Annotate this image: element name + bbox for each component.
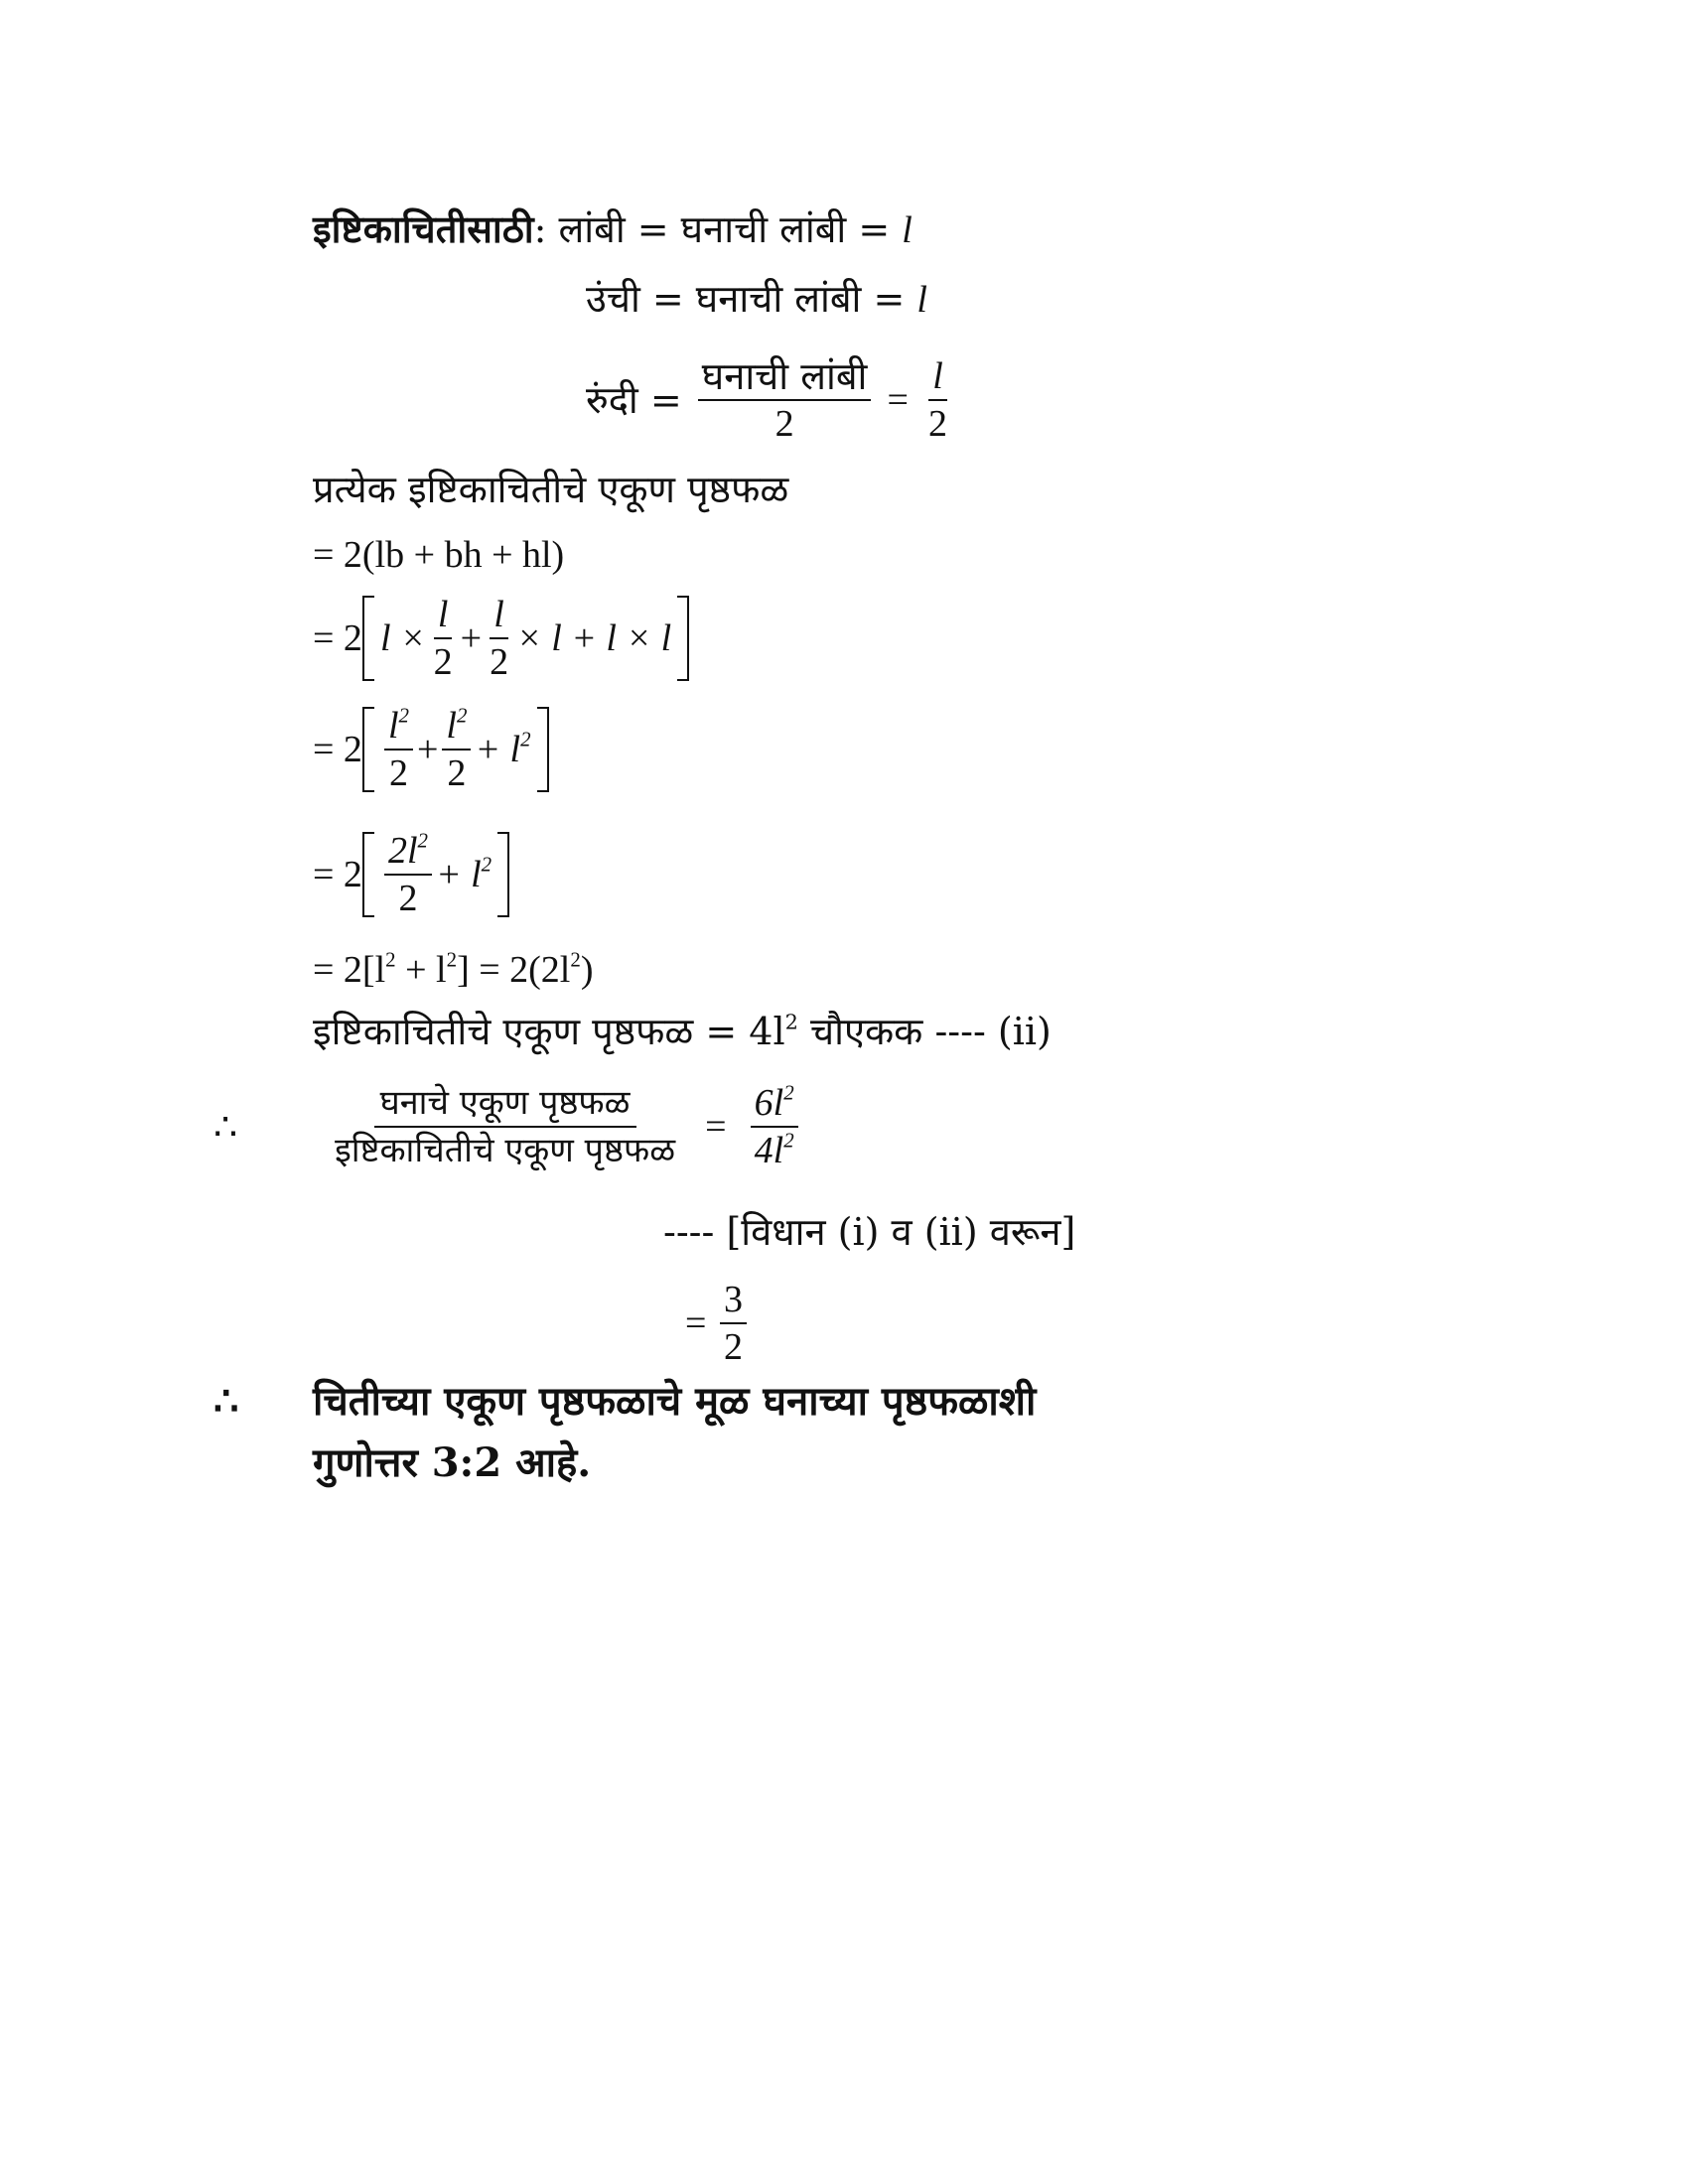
- tsa-step-2: [313, 703, 549, 794]
- brick-section-heading: [313, 206, 913, 251]
- surface-area-heading: प्रत्येक इष्टिकाचितीचे एकूण पृष्ठफळ: [313, 468, 789, 511]
- ratio-f2-den-sup: 2: [783, 1128, 794, 1153]
- conclusion-therefore: ∴: [213, 1378, 239, 1425]
- step1-prefix: = 2: [313, 617, 362, 659]
- breadth-fraction: [698, 354, 872, 445]
- brick-tsa-tail: चौएकक ---- (ii): [797, 1010, 1052, 1053]
- step4-p3: ] = 2(2l: [457, 949, 571, 991]
- step1-term1: l ×: [379, 617, 426, 659]
- result-eq-sign: =: [685, 1302, 707, 1344]
- ratio-equation: [213, 1080, 802, 1171]
- step1-frac2-num: l: [490, 596, 508, 639]
- result-num: 3: [720, 1281, 747, 1324]
- step2-frac2-sup: 2: [456, 703, 468, 728]
- brick-tsa-result: [313, 1010, 1052, 1053]
- step2-frac1-sup: 2: [398, 703, 409, 728]
- conclusion-text-a: चितीच्या एकूण पृष्ठफळाचे मूळ घनाच्या पृष्ठफळाशी: [313, 1378, 1037, 1425]
- brick-tsa-text: इष्टिकाचितीचे एकूण पृष्ठफळ = 4l: [313, 1010, 785, 1053]
- step1-frac2-den: 2: [490, 641, 509, 683]
- ratio-eq-sign: =: [705, 1106, 727, 1148]
- breadth-frac-den: 2: [774, 403, 794, 445]
- step2-plus: +: [416, 729, 439, 770]
- step3-frac-num: 2l: [387, 830, 418, 872]
- breadth-frac-num: घनाची लांबी: [698, 357, 872, 401]
- ratio-f2-den: 4l: [754, 1130, 784, 1171]
- length-var: l: [902, 209, 913, 251]
- step2-frac1-den: 2: [388, 752, 408, 794]
- step2-prefix: = 2: [313, 729, 362, 770]
- ratio-f2-num: 6l: [754, 1082, 784, 1124]
- ratio-fraction: [329, 1083, 681, 1170]
- breadth-frac2-den: 2: [927, 403, 947, 445]
- result-den: 2: [723, 1326, 743, 1368]
- height-eq-text: उंची = घनाची लांबी =: [586, 277, 917, 321]
- step3-tail: + l: [435, 854, 482, 895]
- breadth-fraction-2: [924, 357, 951, 443]
- conclusion-line-1: [213, 1378, 1037, 1425]
- step3-tail-sup: 2: [481, 852, 492, 877]
- step4-p1: = 2[l: [313, 949, 386, 991]
- step2-tail: + l: [475, 729, 521, 770]
- ratio-f2-num-sup: 2: [783, 1080, 794, 1105]
- tsa-step-3: [313, 828, 509, 919]
- step1-frac1: [430, 596, 457, 681]
- height-var: l: [916, 279, 927, 321]
- step4-p4: ): [580, 949, 594, 991]
- reference-note: ---- [विधान (i) व (ii) वरून]: [663, 1210, 1076, 1254]
- step3-frac: [384, 828, 432, 919]
- step3-prefix: = 2: [313, 854, 362, 895]
- step1-frac1-num: l: [434, 596, 453, 639]
- tsa-step-4: [313, 947, 594, 991]
- step2-frac1: [384, 703, 413, 794]
- step4-s3: 2: [570, 947, 581, 972]
- tsa-formula: = 2(lb + bh + hl): [313, 534, 565, 576]
- step4-s2: 2: [446, 947, 458, 972]
- step2-frac2: [442, 703, 471, 794]
- step2-tail-sup: 2: [520, 727, 531, 751]
- ratio-frac-den: इष्टिकाचितीचे एकूण पृष्ठफळ: [335, 1131, 676, 1170]
- breadth-label: रुंदी =: [586, 378, 682, 422]
- breadth-frac2-num: l: [928, 357, 947, 401]
- ratio-result: [685, 1281, 751, 1366]
- ratio-fraction-2: [751, 1080, 798, 1171]
- height-equation: [586, 277, 927, 321]
- step4-s1: 2: [385, 947, 396, 972]
- step2-frac2-num: l: [446, 705, 457, 747]
- length-eq-text: : लांबी = घनाची लांबी =: [533, 207, 903, 251]
- step2-frac1-num: l: [387, 705, 399, 747]
- step1-frac1-den: 2: [433, 641, 453, 683]
- tsa-step-1: [313, 596, 689, 681]
- conclusion-line-2: गुणोत्तर 3:2 आहे.: [313, 1439, 592, 1486]
- brick-label: इष्टिकाचितीसाठी: [313, 206, 534, 251]
- step2-frac2-den: 2: [447, 752, 467, 794]
- step1-frac2: [486, 596, 512, 681]
- step1-plus: +: [460, 617, 483, 659]
- step4-p2: + l: [395, 949, 447, 991]
- brick-tsa-sup: 2: [784, 1010, 798, 1034]
- step1-term3: × l + l × l: [516, 617, 672, 659]
- result-fraction: [720, 1281, 747, 1366]
- ratio-frac-num: घनाचे एकूण पृष्ठफळ: [374, 1086, 636, 1128]
- step3-frac-den: 2: [398, 878, 418, 919]
- therefore-symbol: ∴: [213, 1105, 238, 1149]
- step3-frac-sup: 2: [417, 828, 428, 853]
- breadth-eq-sign: =: [887, 379, 909, 421]
- breadth-equation: [586, 354, 955, 445]
